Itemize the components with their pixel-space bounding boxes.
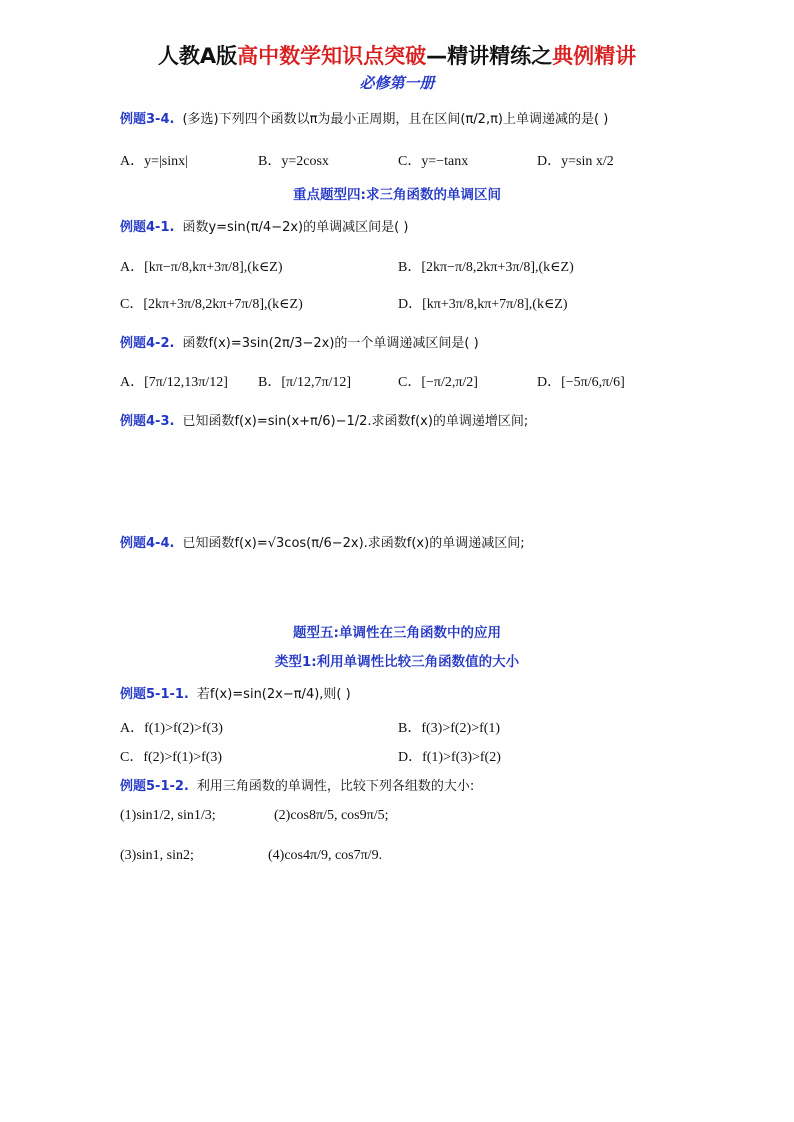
option-a: A．y=|sinx| bbox=[120, 154, 188, 169]
sub-item-1: (1)sin1/2, sin1/3; bbox=[120, 808, 216, 823]
question-4-3 bbox=[120, 410, 528, 429]
question-5-1-1 bbox=[120, 683, 351, 702]
option-b: B．y=2cosx bbox=[258, 154, 329, 169]
document-title bbox=[0, 40, 794, 70]
section-heading-5: 题型五:单调性在三角函数中的应用 bbox=[293, 625, 501, 641]
question-text: 函数y=sin(π/4−2x)的单调减区间是( ) bbox=[182, 220, 409, 235]
option-c: C．[−π/2,π/2] bbox=[398, 375, 478, 390]
question-label: 例题4-4. bbox=[120, 536, 175, 551]
question-text: 已知函数f(x)=√3cos(π/6−2x).求函数f(x)的单调递减区间; bbox=[182, 536, 525, 551]
question-3-4 bbox=[120, 108, 608, 127]
option-d: D．[kπ+3π/8,kπ+7π/8],(k∈Z) bbox=[398, 297, 568, 312]
option-d: D．f(1)>f(3)>f(2) bbox=[398, 750, 501, 765]
type-heading-1: 类型1:利用单调性比较三角函数值的大小 bbox=[274, 654, 520, 670]
question-4-1 bbox=[120, 216, 408, 235]
option-a: A．f(1)>f(2)>f(3) bbox=[120, 721, 223, 736]
option-b: B．[2kπ−π/8,2kπ+3π/8],(k∈Z) bbox=[398, 260, 574, 275]
sub-item-3: (3)sin1, sin2; bbox=[120, 848, 194, 863]
option-b: B．f(3)>f(2)>f(1) bbox=[398, 721, 501, 736]
question-text: (多选)下列四个函数以π为最小正周期，且在区间(π/2,π)上单调递减的是( ) bbox=[182, 112, 609, 127]
question-text: 若f(x)=sin(2x−π/4),则( ) bbox=[196, 687, 351, 702]
question-4-2 bbox=[120, 332, 479, 351]
question-text: 利用三角函数的单调性，比较下列各组数的大小: bbox=[196, 779, 475, 794]
question-4-4 bbox=[120, 532, 525, 551]
document-subtitle: 必修第一册 bbox=[359, 74, 435, 92]
question-label: 例题4-2. bbox=[120, 336, 175, 351]
question-label: 例题3-4. bbox=[120, 112, 175, 127]
question-5-1-2 bbox=[120, 775, 474, 794]
option-d: D．y=sin x/2 bbox=[537, 154, 614, 169]
question-label: 例题4-1. bbox=[120, 220, 175, 235]
section-heading-4: 重点题型四:求三角函数的单调区间 bbox=[293, 187, 501, 203]
question-label: 例题5-1-2. bbox=[120, 779, 189, 794]
question-text: 函数f(x)=3sin(2π/3−2x)的一个单调递减区间是( ) bbox=[182, 336, 479, 351]
option-c: C．y=−tanx bbox=[398, 154, 469, 169]
question-label: 例题5-1-1. bbox=[120, 687, 189, 702]
title-part-black: 人教A版 bbox=[157, 44, 238, 68]
question-text: 已知函数f(x)=sin(x+π/6)−1/2.求函数f(x)的单调递增区间; bbox=[182, 414, 529, 429]
sub-item-4: (4)cos4π/9, cos7π/9. bbox=[268, 848, 383, 863]
title-part-mid: —精讲精练之 bbox=[426, 44, 553, 68]
question-label: 例题4-3. bbox=[120, 414, 175, 429]
title-part-red: 高中数学知识点突破 bbox=[237, 44, 427, 68]
option-a: A．[7π/12,13π/12] bbox=[120, 375, 228, 390]
option-a: A．[kπ−π/8,kπ+3π/8],(k∈Z) bbox=[120, 260, 283, 275]
sub-item-2: (2)cos8π/5, cos9π/5; bbox=[274, 808, 389, 823]
title-part-red-2: 典例精讲 bbox=[552, 44, 637, 68]
option-c: C．f(2)>f(1)>f(3) bbox=[120, 750, 223, 765]
option-c: C．[2kπ+3π/8,2kπ+7π/8],(k∈Z) bbox=[120, 297, 303, 312]
option-d: D．[−5π/6,π/6] bbox=[537, 375, 625, 390]
option-b: B．[π/12,7π/12] bbox=[258, 375, 352, 390]
